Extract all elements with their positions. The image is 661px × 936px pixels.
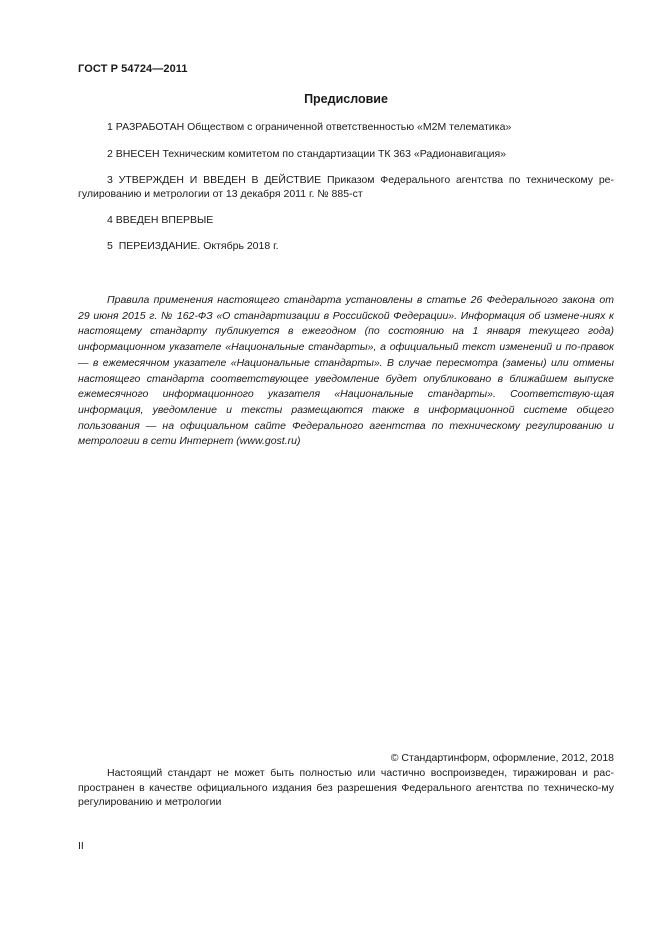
standard-code: ГОСТ Р 54724—2011 <box>78 63 188 75</box>
item-text: Обществом с ограниченной ответственностью «М2М телематика» <box>184 121 512 133</box>
preface-item-3 <box>78 173 614 201</box>
preface-item-5 <box>78 239 614 253</box>
preface-item-1 <box>78 120 614 134</box>
page-number: II <box>78 840 84 852</box>
item-text: Октябрь 2018 г. <box>200 240 279 252</box>
item-lead: РАЗРАБОТАН <box>115 121 185 133</box>
preface-item-2 <box>78 147 614 161</box>
item-lead: ПЕРЕИЗДАНИЕ. <box>118 240 201 252</box>
preface-item-4 <box>78 213 614 227</box>
item-text: Техническим комитетом по стандартизации ТК 363 «Радионавигация» <box>159 148 506 160</box>
standard-application-notice: Правила применения настоящего стандарта установлены в статье 26 Федерального закона от 29 июня 2015 г. № 162-ФЗ «О стандартизации в Российской Федерации». Информация об измене-ниях к настоящему стандарту публикуется в ежегодном (по состоянию на 1 января текущего года) информационном указателе «Национальные стандарты», а официальный текст изменений и по-правок — в ежемесячном указателе «Национальные стандарты». В случае пересмотра (замены) или отмены настоящего стандарта соответствующее уведомление будет опубликовано в ближайшем выпуске ежемесячного информационного указателя «Национальные стандарты». Соответствую-щая информация, уведомление и тексты размещаются также в информационной системе общего пользования — на официальном сайте Федерального агентства по техническому регулированию и метрологии в сети Интернет (www.gost.ru) <box>78 294 614 448</box>
item-lead: ВНЕСЕН <box>115 148 160 160</box>
item-lead: ВВЕДЕН ВПЕРВЫЕ <box>115 214 214 226</box>
item-number: 4 <box>107 214 113 226</box>
item-number: 5 <box>107 240 113 252</box>
preface-title: Предисловие <box>304 92 388 106</box>
copyright-line: © Стандартинформ, оформление, 2012, 2018 <box>390 752 614 764</box>
item-number: 2 <box>107 148 113 160</box>
item-text: Приказом Федерального агентства по техническому ре-гулированию и метрологии от 13 декабря 2011 г. № 885-ст <box>78 174 614 200</box>
item-number: 1 <box>107 121 113 133</box>
reproduction-disclaimer: Настоящий стандарт не может быть полностью или частично воспроизведен, тиражирован и рас-пространен в качестве официального издания без разрешения Федерального агентства по техническо-му регулированию и метрологии <box>78 767 614 808</box>
item-number: 3 <box>107 174 113 186</box>
item-lead: УТВЕРЖДЕН И ВВЕДЕН В ДЕЙСТВИЕ <box>118 174 322 186</box>
